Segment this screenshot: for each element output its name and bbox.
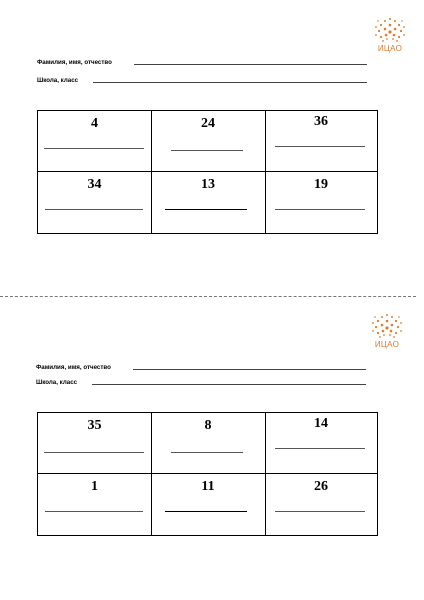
fio-underline — [134, 64, 367, 65]
answer-line — [44, 148, 144, 149]
grid-cell[interactable] — [265, 111, 377, 171]
answer-line — [275, 511, 365, 512]
school-field[interactable] — [36, 379, 366, 386]
answer-line — [275, 146, 365, 147]
grid-cell[interactable] — [38, 474, 151, 535]
number-grid — [37, 110, 378, 234]
cell-number: 4 — [91, 116, 98, 131]
logo — [370, 312, 404, 349]
answer-line — [171, 452, 243, 453]
logo — [373, 16, 407, 53]
cell-number: 14 — [314, 416, 328, 431]
grid-cell[interactable] — [151, 474, 265, 535]
cell-number: 8 — [204, 418, 212, 433]
cell-number: 11 — [201, 479, 215, 494]
school-label: Школа, класс — [37, 77, 79, 84]
school-field[interactable] — [37, 77, 367, 84]
cell-number: 24 — [201, 116, 215, 131]
fio-field[interactable] — [37, 59, 367, 66]
fio-label: Фамилия, имя, отчество — [37, 59, 112, 66]
logo-text: ИЦАО — [374, 340, 400, 349]
grid-cell[interactable] — [38, 413, 151, 473]
fio-underline — [133, 369, 366, 370]
cell-number: 36 — [314, 114, 328, 129]
logo-sun-icon — [373, 16, 407, 46]
cell-number: 26 — [314, 479, 328, 494]
fio-field[interactable] — [36, 364, 366, 371]
cell-number: 1 — [91, 479, 98, 494]
logo-sun-icon — [370, 312, 404, 342]
answer-line — [275, 209, 365, 210]
cell-number: 34 — [87, 177, 102, 192]
answer-line — [45, 511, 143, 512]
cell-number: 19 — [314, 177, 328, 192]
grid-cell[interactable] — [265, 413, 377, 473]
grid-cell[interactable] — [151, 111, 265, 171]
answer-line — [44, 452, 144, 453]
school-label: Школа, класс — [36, 379, 78, 386]
logo-text: ИЦАО — [377, 44, 403, 53]
grid-cell[interactable] — [38, 172, 151, 233]
answer-line — [165, 209, 247, 210]
number-grid — [37, 412, 378, 536]
grid-cell[interactable] — [38, 111, 151, 171]
cell-number: 13 — [201, 177, 215, 192]
answer-line — [275, 448, 365, 449]
answer-line — [165, 511, 247, 512]
grid-cell[interactable] — [151, 413, 265, 473]
grid-cell[interactable] — [265, 172, 377, 233]
school-underline — [93, 82, 367, 83]
school-underline — [92, 384, 366, 385]
cell-number: 35 — [87, 418, 102, 433]
grid-cell[interactable] — [151, 172, 265, 233]
answer-line — [45, 209, 143, 210]
grid-cell[interactable] — [265, 474, 377, 535]
answer-line — [171, 150, 243, 151]
fio-label: Фамилия, имя, отчество — [36, 364, 111, 371]
cut-line — [0, 296, 416, 297]
